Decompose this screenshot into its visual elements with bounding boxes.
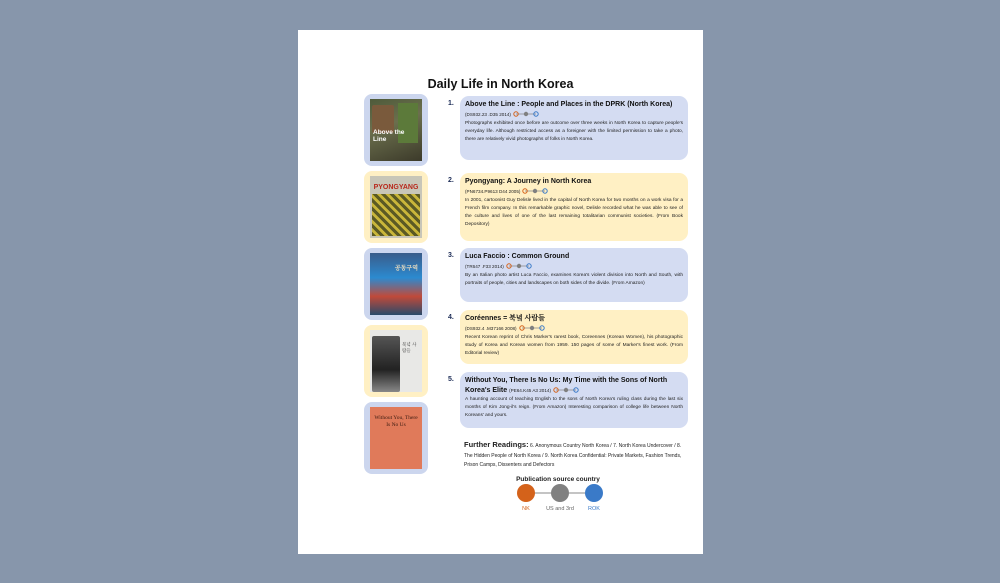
entry-2 [448,173,688,241]
entry-4-title[interactable]: Coréennes = 북녘 사람들 [465,315,545,322]
entry-1-number: 1. [448,100,454,107]
entry-5-call-number: (PE64.K45 A3 2014) [509,388,551,393]
book-cover-3 [364,248,428,320]
source-dots-icon [506,263,532,269]
entry-3-description: By an Italian photo artist Luca Faccio, examines Korea's violent division into North and South, with portraits of people, cities and landscapes on both sides of the divide. (From Amazon) [465,273,683,286]
legend-label-rok: ROK [588,506,600,512]
entry-1 [448,96,688,160]
entry-4-call-number: (DS932.4 .M37166 2008) [465,326,517,331]
entry-2-description: In 2001, cartoonist Guy Delisle lived in the capital of North Korea for two months on a work visa for a French film company. In this remarkable graphic novel, Delisle recorded what he was able to see of the culture and lives of one of the last remaining totalitarian communist societies. (From Book Depository) [465,198,683,227]
source-dots-icon [513,111,539,117]
entry-2-call-number: (PN6734.P9613 D44 2005) [465,189,521,194]
entry-2-title[interactable]: Pyongyang: A Journey in North Korea [465,178,592,185]
cover-1-title: Above the Line [373,129,405,143]
document-page [298,30,703,554]
further-readings-text: 6. Anonymous Country North Korea / 7. North Korea Undercover / 8. The Hidden People of North Korea / 9. North Korea Confidential: Private Markets, Fashion Trends, Prison Camps, Dissenters and Defectors [464,443,682,468]
entry-4-description: Recent Korean reprint of Chris Marker's rarest book, Coreennes (Korean Women), his photographic study of Korea and Korean women from 1959. 150 pages of some of Marker's finest work. (From Editorial review) [465,335,683,356]
entry-4 [448,310,688,364]
book-cover-2 [364,171,428,243]
legend-circles [508,482,608,506]
legend-nk-circle [517,484,535,502]
legend-label-nk: NK [522,506,530,512]
legend-rok-circle [585,484,603,502]
entry-3-title[interactable]: Luca Faccio : Common Ground [465,253,570,260]
entry-3-number: 3. [448,252,454,259]
legend-label-us: US and 3rd [546,506,574,512]
entry-1-call-number: (DS932.23 .D35 2014) [465,112,511,117]
cover-2-title: PYONGYANG [373,184,419,191]
page-title: Daily Life in North Korea [427,77,574,91]
source-dots-icon [553,387,579,393]
entry-1-description: Photographs exhibited once before are outcome over three weeks in North Korea to capture people's everyday life. Although restricted access as a foreigner with the limited permission to take a photo, there are relatively vivid photographs of folks in North Korea. [465,121,683,142]
cover-5-title: Without You, There Is No Us [374,415,418,428]
book-cover-1 [364,94,428,166]
source-dots-icon [522,188,548,194]
cover-4-title: 북녘 사람들 [402,342,417,353]
further-readings [464,440,690,471]
entry-5-title[interactable]: Without You, There Is No Us: My Time with the Sons of North Korea's Elite [465,377,668,394]
source-dots-icon [519,325,545,331]
entry-3-call-number: (TR647 .F33 2014) [465,264,504,269]
entry-2-number: 2. [448,177,454,184]
legend-us-circle [551,484,569,502]
entry-5-number: 5. [448,376,454,383]
book-cover-4 [364,325,428,397]
legend-title: Publication source country [516,476,600,483]
entry-3 [448,248,688,302]
cover-3-title: 공동구역 [394,266,418,272]
further-readings-heading: Further Readings: [464,440,529,449]
entry-4-number: 4. [448,314,454,321]
entry-1-title[interactable]: Above the Line : People and Places in the DPRK (North Korea) [465,101,673,108]
book-cover-5 [364,402,428,474]
entry-5 [448,372,688,428]
entry-5-description: A haunting account of teaching English to the sons of North Korea's ruling class during the last six months of Kim Jong-il's reign. (From Amazon) Interesting comparison of college life between North Koreans' and yours. [465,397,683,418]
